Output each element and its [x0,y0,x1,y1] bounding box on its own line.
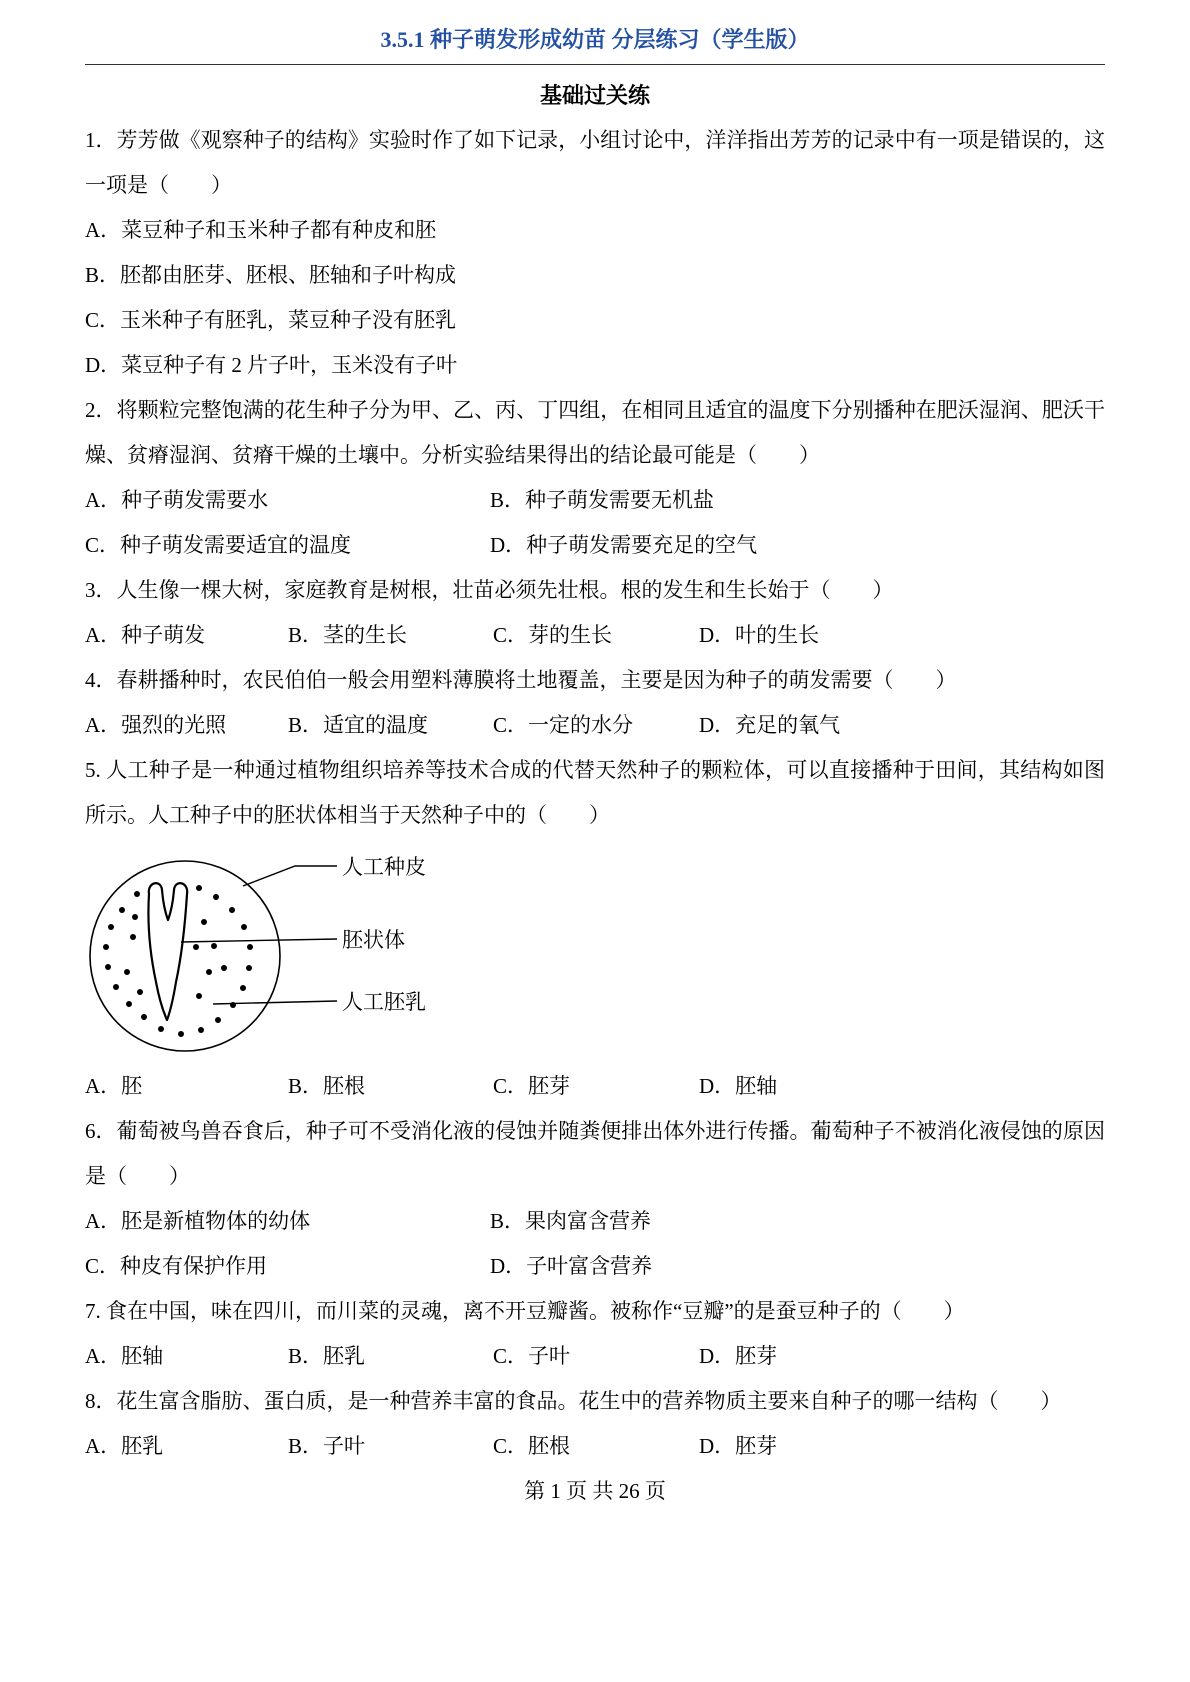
question-2-option-b: B．种子萌发需要无机盐 [490,488,715,512]
question-5-option-d: D．胚轴 [699,1074,778,1098]
section-title: 基础过关练 [539,83,650,108]
question-2-stem: 2．将颗粒完整饱满的花生种子分为甲、乙、丙、丁四组，在相同且适宜的温度下分别播种在肥沃湿润、肥沃干燥、贫瘠湿润、贫瘠干燥的土壤中。分析实验结果得出的结论最可能是（ ） [85,398,1105,467]
question-8 [85,1379,1105,1469]
question-4-stem: 4．春耕播种时，农民伯伯一般会用塑料薄膜将土地覆盖，主要是因为种子的萌发需要（ ） [85,668,957,692]
artificial-seed-figure [85,854,1105,1054]
question-1 [85,118,1105,388]
divider [85,64,1105,65]
question-8-option-c: C．胚根 [493,1434,571,1458]
question-3-option-c: C．芽的生长 [493,623,613,647]
question-6-option-c: C．种皮有保护作用 [85,1254,268,1278]
question-8-option-b: B．子叶 [288,1434,366,1458]
page-number: 第 1 页 共 26 页 [524,1479,666,1503]
question-7 [85,1289,1105,1379]
seed-coat-label: 人工种皮 [342,855,426,879]
question-8-stem: 8．花生富含脂肪、蛋白质，是一种营养丰富的食品。花生中的营养物质主要来自种子的哪一结构（ ） [85,1389,1062,1413]
question-6-stem: 6．葡萄被鸟兽吞食后，种子可不受消化液的侵蚀并随粪便排出体外进行传播。葡萄种子不被消化液侵蚀的原因是（ ） [85,1119,1105,1188]
question-3-stem: 3．人生像一棵大树，家庭教育是树根，壮苗必须先壮根。根的发生和生长始于（ ） [85,578,894,602]
question-2 [85,388,1105,568]
question-4-options-row [85,703,1105,748]
question-7-options-row [85,1334,1105,1379]
question-1-option-c: C．玉米种子有胚乳，菜豆种子没有胚乳 [85,308,457,332]
question-7-stem: 7. 食在中国，味在四川，而川菜的灵魂，离不开豆瓣酱。被称作“豆瓣”的是蚕豆种子的（ ） [85,1299,965,1323]
question-6-option-d: D．子叶富含营养 [490,1254,653,1278]
question-1-option-d: D．菜豆种子有 2 片子叶，玉米没有子叶 [85,353,458,377]
question-5-option-b: B．胚根 [288,1074,366,1098]
question-1-option-b: B．胚都由胚芽、胚根、胚轴和子叶构成 [85,263,457,287]
question-7-option-a: A．胚轴 [85,1344,164,1368]
question-7-option-d: D．胚芽 [699,1344,778,1368]
question-3-options-row [85,613,1105,658]
question-5-stem: 5. 人工种子是一种通过植物组织培养等技术合成的代替天然种子的颗粒体，可以直接播种于田间，其结构如图所示。人工种子中的胚状体相当于天然种子中的（ ） [85,758,1105,827]
doc-title: 3.5.1 种子萌发形成幼苗 分层练习（学生版） [380,27,810,52]
artificial-seed-diagram [85,854,555,1054]
question-8-options-row [85,1424,1105,1469]
question-7-option-c: C．子叶 [493,1344,571,1368]
question-8-option-a: A．胚乳 [85,1434,164,1458]
question-4-option-c: C．一定的水分 [493,713,634,737]
question-6 [85,1109,1105,1289]
question-4-option-a: A．强烈的光照 [85,713,227,737]
question-5 [85,748,1105,1109]
question-2-option-d: D．种子萌发需要充足的空气 [490,533,758,557]
question-3-option-a: A．种子萌发 [85,623,206,647]
question-6-options-row-1 [85,1199,1105,1244]
question-3-option-b: B．茎的生长 [288,623,408,647]
question-2-options-row-2 [85,523,1105,568]
question-8-option-d: D．胚芽 [699,1434,778,1458]
question-4-option-d: D．充足的氧气 [699,713,841,737]
question-6-option-b: B．果肉富含营养 [490,1209,652,1233]
embryoid-label: 胚状体 [342,928,405,952]
question-3-option-d: D．叶的生长 [699,623,820,647]
question-5-options-row [85,1064,1105,1109]
question-4 [85,658,1105,748]
question-5-option-a: A．胚 [85,1074,143,1098]
question-1-stem: 1．芳芳做《观察种子的结构》实验时作了如下记录，小组讨论中，洋洋指出芳芳的记录中有一项是错误的，这一项是（ ） [85,128,1105,197]
question-4-option-b: B．适宜的温度 [288,713,429,737]
question-6-option-a: A．胚是新植物体的幼体 [85,1209,311,1233]
question-2-option-c: C．种子萌发需要适宜的温度 [85,533,352,557]
question-7-option-b: B．胚乳 [288,1344,366,1368]
question-1-option-a: A．菜豆种子和玉米种子都有种皮和胚 [85,218,437,242]
question-5-option-c: C．胚芽 [493,1074,571,1098]
question-2-options-row-1 [85,478,1105,523]
question-3 [85,568,1105,658]
seed-coat-pointer-line [243,866,337,886]
endosperm-label: 人工胚乳 [342,990,426,1014]
question-2-option-a: A．种子萌发需要水 [85,488,269,512]
question-6-options-row-2 [85,1244,1105,1289]
